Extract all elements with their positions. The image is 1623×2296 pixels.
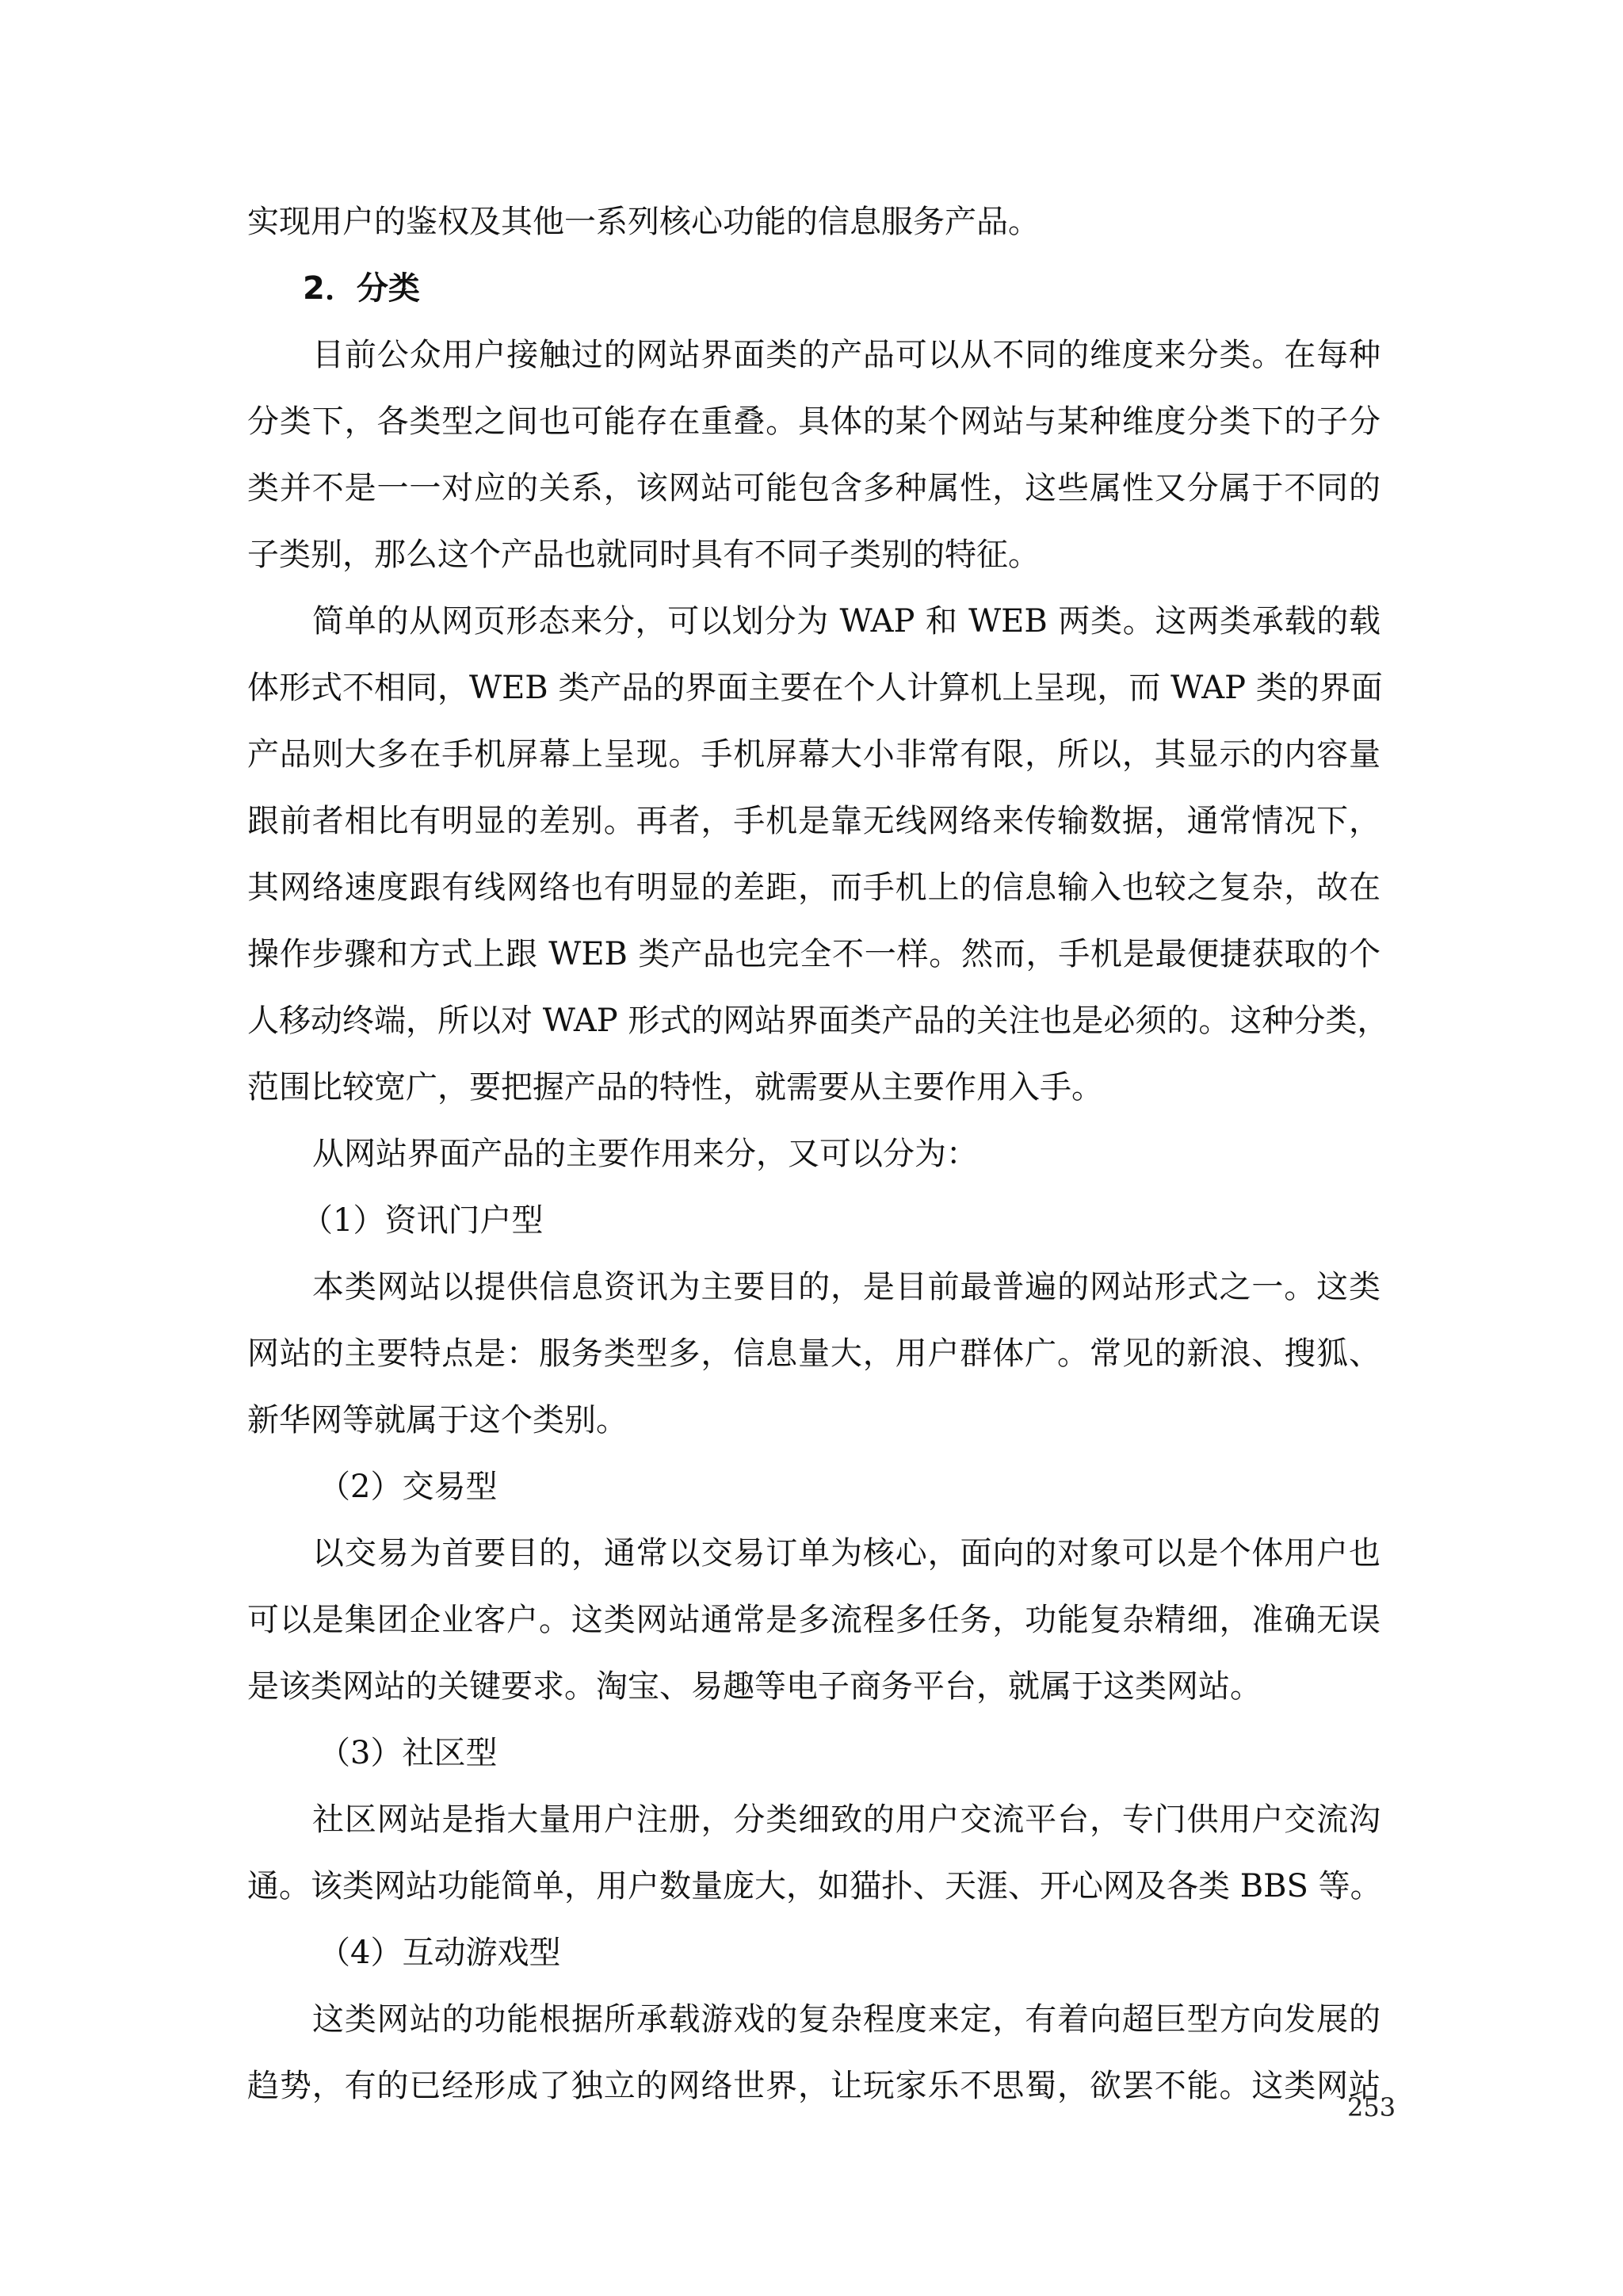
paragraph-line: 分类下，各类型之间也可能存在重叠。具体的某个网站与某种维度分类下的子分 [247,403,1381,440]
section-heading: 2．分类 [303,270,420,307]
subsection-heading: （3）社区型 [319,1735,498,1771]
paragraph-line: 从网站界面产品的主要作用来分，又可以分为： [312,1136,978,1172]
page-number: 253 [1347,2092,1396,2122]
paragraph-line: 目前公众用户接触过的网站界面类的产品可以从不同的维度来分类。在每种 [312,337,1381,373]
paragraph-line: 跟前者相比有明显的差别。再者，手机是靠无线网络来传输数据，通常情况下， [247,803,1381,839]
paragraph-line: 实现用户的鉴权及其他一系列核心功能的信息服务产品。 [247,204,1040,240]
paragraph-line: 是该类网站的关键要求。淘宝、易趣等电子商务平台，就属于这类网站。 [247,1668,1262,1705]
paragraph-line: 操作步骤和方式上跟 WEB 类产品也完全不一样。然而，手机是最便捷获取的个 [247,936,1381,972]
paragraph-line: 类并不是一一对应的关系，该网站可能包含多种属性，这些属性又分属于不同的 [247,470,1381,506]
paragraph-line: 本类网站以提供信息资讯为主要目的，是目前最普遍的网站形式之一。这类 [312,1269,1381,1305]
paragraph-line: 体形式不相同，WEB 类产品的界面主要在个人计算机上呈现，而 WAP 类的界面 [247,670,1383,706]
paragraph-line: 新华网等就属于这个类别。 [247,1402,628,1438]
subsection-heading: （2）交易型 [319,1469,498,1505]
paragraph-line: 以交易为首要目的，通常以交易订单为核心，面向的对象可以是个体用户也 [312,1535,1381,1572]
body-text [247,189,1389,2119]
paragraph-line: 网站的主要特点是：服务类型多，信息量大，用户群体广。常见的新浪、搜狐、 [247,1335,1381,1372]
paragraph-line: 通。该类网站功能简单，用户数量庞大，如猫扑、天涯、开心网及各类 BBS 等。 [247,1868,1382,1904]
subsection-heading: （4）互动游戏型 [319,1935,561,1971]
subsection-heading: （1）资讯门户型 [301,1202,544,1239]
paragraph-line: 人移动终端，所以对 WAP 形式的网站界面类产品的关注也是必须的。这种分类， [247,1003,1389,1039]
paragraph-line: 其网络速度跟有线网络也有明显的差距，而手机上的信息输入也较之复杂，故在 [247,869,1381,906]
paragraph-line: 产品则大多在手机屏幕上呈现。手机屏幕大小非常有限，所以，其显示的内容量 [247,736,1381,773]
paragraph-line: 社区网站是指大量用户注册，分类细致的用户交流平台，专门供用户交流沟 [312,1801,1381,1838]
paragraph-line: 子类别，那么这个产品也就同时具有不同子类别的特征。 [247,537,1040,573]
paragraph-line: 这类网站的功能根据所承载游戏的复杂程度来定，有着向超巨型方向发展的 [312,2001,1381,2038]
paragraph-line: 趋势，有的已经形成了独立的网络世界，让玩家乐不思蜀，欲罢不能。这类网站 [247,2068,1381,2104]
paragraph-line: 范围比较宽广，要把握产品的特性，就需要从主要作用入手。 [247,1069,1103,1106]
paragraph-line: 可以是集团企业客户。这类网站通常是多流程多任务，功能复杂精细，准确无误 [247,1602,1381,1638]
paragraph-line: 简单的从网页形态来分，可以划分为 WAP 和 WEB 两类。这两类承载的载 [312,603,1381,640]
